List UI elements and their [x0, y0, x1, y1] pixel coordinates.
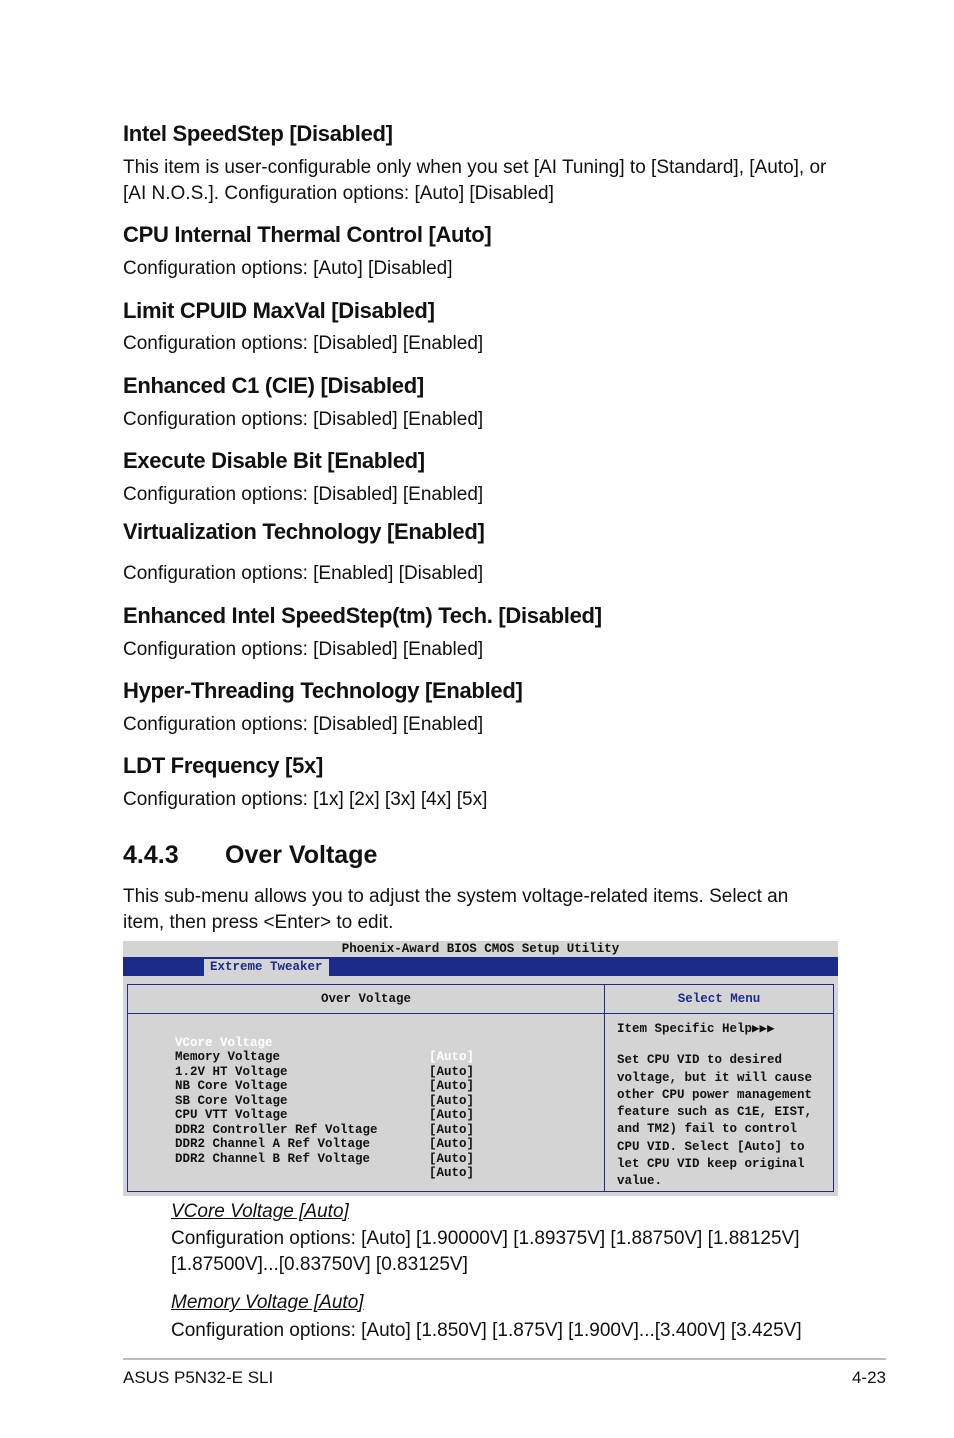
item-title-enhanced-c1: Enhanced C1 (CIE) [Disabled]	[123, 373, 424, 398]
bios-help-panel	[617, 1021, 827, 1191]
footer-page-number: 4-23	[851, 1368, 886, 1387]
bios-row-name: CPU VTT Voltage	[175, 1108, 288, 1122]
bios-screenshot	[123, 941, 838, 1196]
subitem-title-vcore-voltage: VCore Voltage [Auto]	[171, 1201, 349, 1222]
bios-row-value: [Auto]	[429, 1108, 475, 1122]
bios-row-name: DDR2 Controller Ref Voltage	[175, 1122, 378, 1137]
bios-tab-extreme-tweaker[interactable]: Extreme Tweaker	[204, 959, 329, 976]
item-text-execute-disable: Configuration options: [Disabled] [Enabled]	[123, 484, 484, 505]
bios-right-header: Select Menu	[677, 992, 761, 1006]
bios-row-name: DDR2 Channel A Ref Voltage	[175, 1137, 371, 1151]
footer-divider	[123, 1358, 886, 1360]
section-title: Over Voltage	[225, 841, 378, 869]
bios-row-value: [Auto]	[429, 1093, 475, 1108]
bios-utility-title: Phoenix-Award BIOS CMOS Setup Utility	[341, 942, 620, 956]
bios-row-name: SB Core Voltage	[175, 1093, 288, 1108]
item-title-intel-speedstep: Intel SpeedStep [Disabled]	[123, 121, 393, 146]
bios-row-value: [Auto]	[429, 1122, 475, 1137]
bios-options-list	[175, 1021, 475, 1180]
item-title-virtualization: Virtualization Technology [Enabled]	[123, 519, 485, 544]
bios-row-value: [Auto]	[429, 1166, 475, 1180]
bios-row-name: Memory Voltage	[175, 1050, 281, 1064]
bios-divider-vertical	[604, 985, 605, 1191]
footer-product-name: ASUS P5N32-E SLI	[123, 1368, 274, 1387]
bios-row-value: [Auto]	[429, 1151, 475, 1166]
bios-left-header: Over Voltage	[320, 992, 411, 1006]
bios-row-name: DDR2 Channel B Ref Voltage	[175, 1151, 371, 1166]
item-title-cpu-thermal-control: CPU Internal Thermal Control [Auto]	[123, 222, 492, 247]
item-text-enhanced-c1: Configuration options: [Disabled] [Enabled]	[123, 409, 484, 430]
subitem-text-vcore-voltage: Configuration options: [Auto] [1.90000V] [1.89375V] [1.88750V] [1.88125V] [1.87500V]...[0.83750V] [0.83125V]	[171, 1228, 800, 1275]
subitem-title-memory-voltage: Memory Voltage [Auto]	[171, 1292, 364, 1313]
item-text-limit-cpuid: Configuration options: [Disabled] [Enabled]	[123, 333, 484, 354]
bios-row-value: [Auto]	[429, 1064, 475, 1079]
bios-row-name: VCore Voltage	[175, 1035, 273, 1050]
item-title-execute-disable: Execute Disable Bit [Enabled]	[123, 448, 425, 473]
bios-row-value: [Auto]	[429, 1050, 475, 1064]
item-text-virtualization: Configuration options: [Enabled] [Disabled]	[123, 563, 484, 584]
bios-row-value: [Auto]	[429, 1137, 475, 1151]
item-text-ldt-frequency: Configuration options: [1x] [2x] [3x] [4x] [5x]	[123, 789, 488, 810]
item-text-cpu-thermal-control: Configuration options: [Auto] [Disabled]	[123, 258, 453, 279]
item-text-intel-speedstep: This item is user-configurable only when you set [AI Tuning] to [Standard], [Auto], or [AI N.O.S.]. Configuration options: [Auto] [Disabled]	[123, 157, 827, 204]
item-title-ldt-frequency: LDT Frequency [5x]	[123, 753, 323, 778]
item-text-eist: Configuration options: [Disabled] [Enabled]	[123, 639, 484, 660]
bios-row-value: [Auto]	[429, 1079, 475, 1093]
item-title-limit-cpuid: Limit CPUID MaxVal [Disabled]	[123, 298, 435, 323]
bios-row-name: 1.2V HT Voltage	[175, 1064, 288, 1079]
bios-menu-bar	[123, 957, 838, 976]
bios-row-name: NB Core Voltage	[175, 1079, 288, 1093]
item-title-hyper-threading: Hyper-Threading Technology [Enabled]	[123, 678, 523, 703]
bios-panel	[127, 984, 834, 1192]
item-text-hyper-threading: Configuration options: [Disabled] [Enabled]	[123, 714, 484, 735]
bios-divider-horizontal	[128, 1013, 833, 1014]
bios-help-title: Item Specific Help▶▶▶	[617, 1022, 775, 1036]
subitem-text-memory-voltage: Configuration options: [Auto] [1.850V] [1.875V] [1.900V]...[3.400V] [3.425V]	[171, 1320, 802, 1341]
item-title-eist: Enhanced Intel SpeedStep(tm) Tech. [Disabled]	[123, 603, 602, 628]
section-intro: This sub-menu allows you to adjust the system voltage-related items. Select an item, then press <Enter> to edit.	[123, 886, 789, 933]
bios-help-text: Set CPU VID to desired voltage, but it will cause other CPU power management feature such as C1E, EIST, and TM2) fail to control CPU VID. Select [Auto] to let CPU VID keep original value.	[617, 1053, 813, 1189]
section-number: 4.4.3	[123, 841, 179, 869]
